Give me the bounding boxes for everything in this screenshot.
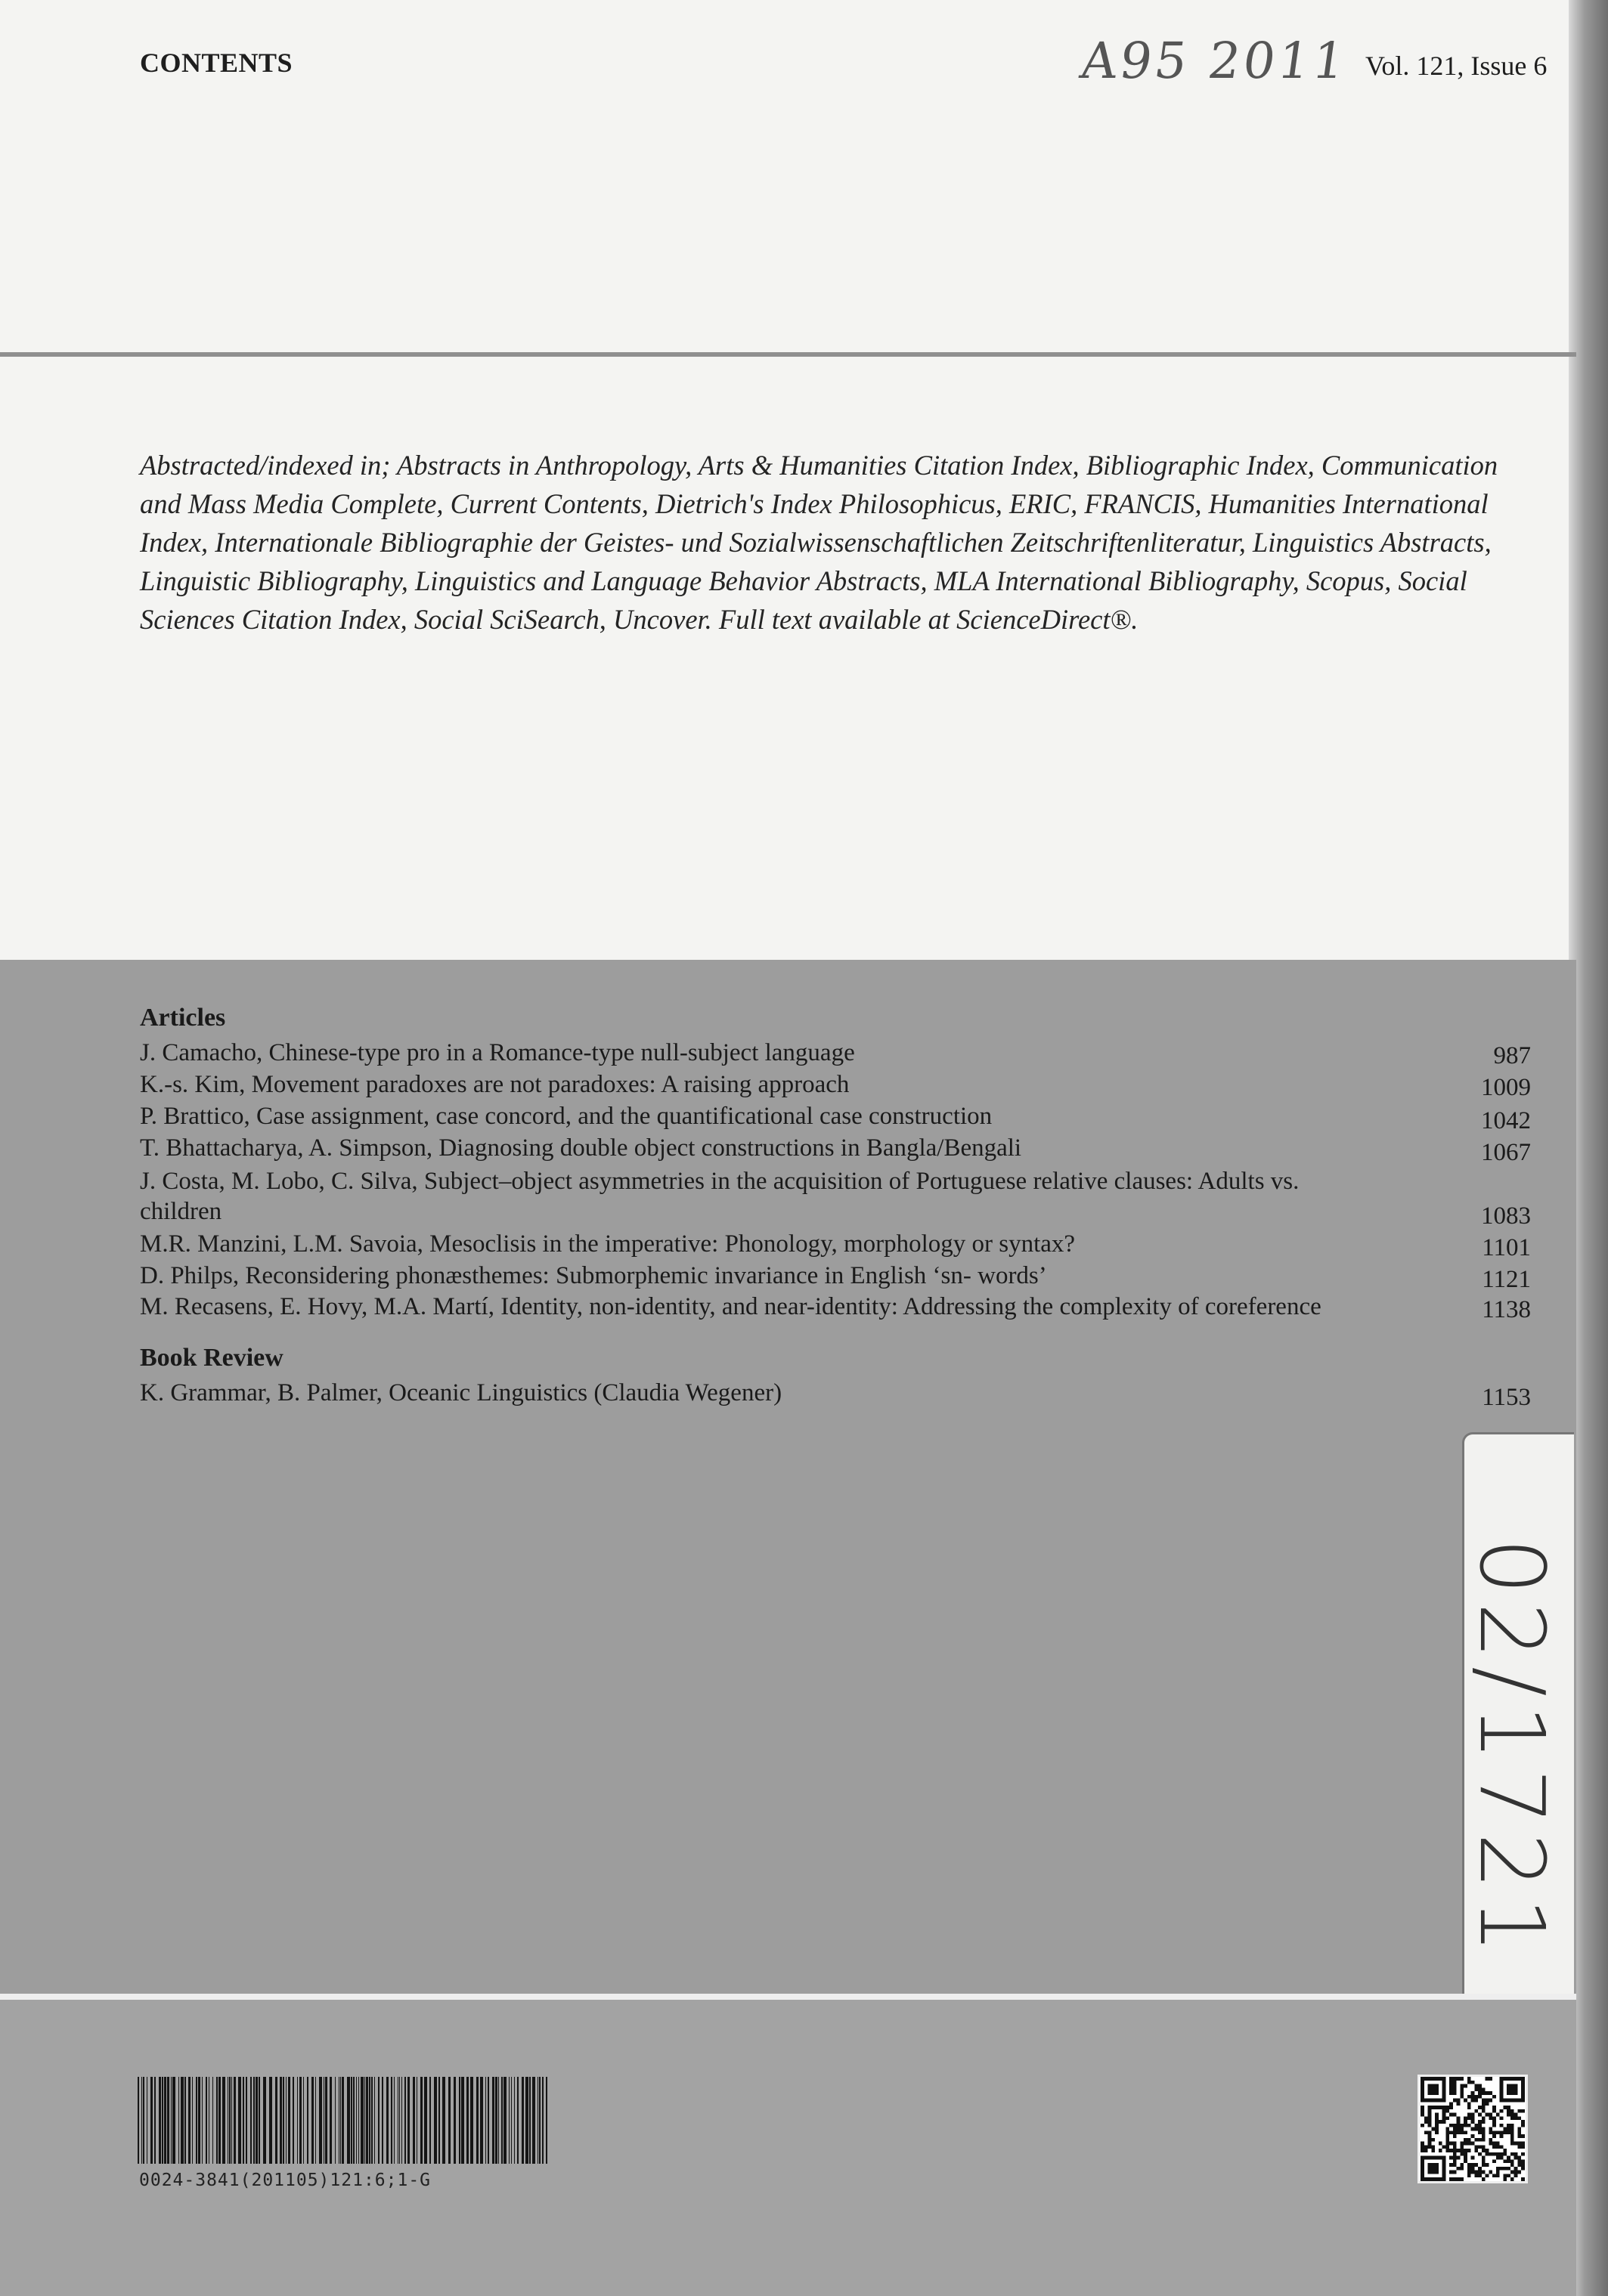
indexing-line: Index, Internationale Bibliographie der Geistes- und Sozialwissenschaftlichen Zeitschriftenliteratur, Linguistics Abstracts, bbox=[140, 527, 1492, 558]
indexing-line: Linguistic Bibliography, Linguistics and Language Behavior Abstracts, MLA International Bibliography, Scopus, Social bbox=[140, 565, 1467, 596]
book-review-heading: Book Review bbox=[140, 1344, 283, 1372]
article-title: J. Costa, M. Lobo, C. Silva, Subject–object asymmetries in the acquisition of Portuguese relative clauses: Adults vs. bbox=[140, 1168, 1300, 1195]
barcode-icon bbox=[138, 2077, 547, 2164]
article-title: M. Recasens, E. Hovy, M.A. Martí, Identity, non-identity, and near-identity: Addressing the complexity of coreference bbox=[140, 1293, 1321, 1320]
article-page: 1067 bbox=[1481, 1139, 1531, 1166]
handwritten-annotation: A95 2011 bbox=[1077, 32, 1352, 90]
library-shelfmark: 02/1721 bbox=[1460, 1537, 1564, 1962]
articles-heading: Articles bbox=[140, 1004, 226, 1032]
article-title: J. Camacho, Chinese-type pro in a Romance-type null-subject language bbox=[140, 1039, 855, 1066]
article-page: 1121 bbox=[1482, 1266, 1531, 1293]
article-page: 1083 bbox=[1481, 1202, 1531, 1230]
book-review-page: 1153 bbox=[1482, 1384, 1531, 1411]
article-title: D. Philps, Reconsidering phonæsthemes: Submorphemic invariance in English ‘sn- words’ bbox=[140, 1262, 1047, 1289]
book-review-title: K. Grammar, B. Palmer, Oceanic Linguistics (Claudia Wegener) bbox=[140, 1379, 782, 1406]
indexing-line: Sciences Citation Index, Social SciSearch, Uncover. Full text available at ScienceDirect®. bbox=[140, 604, 1139, 635]
article-title: P. Brattico, Case assignment, case concord, and the quantificational case construction bbox=[140, 1103, 993, 1130]
article-title: K.-s. Kim, Movement paradoxes are not paradoxes: A raising approach bbox=[140, 1071, 850, 1098]
article-title: T. Bhattacharya, A. Simpson, Diagnosing double object constructions in Bangla/Bengali bbox=[140, 1134, 1022, 1162]
qr-code-icon bbox=[1417, 2075, 1528, 2183]
article-page: 1138 bbox=[1482, 1296, 1531, 1323]
indexing-line: Abstracted/indexed in; Abstracts in Anthropology, Arts & Humanities Citation Index, Bibliographic Index, Communication bbox=[140, 450, 1498, 481]
article-page: 1101 bbox=[1482, 1234, 1531, 1261]
top-divider bbox=[0, 352, 1576, 357]
bottom-divider bbox=[0, 1994, 1576, 2000]
article-title: M.R. Manzini, L.M. Savoia, Mesoclisis in the imperative: Phonology, morphology or syntax? bbox=[140, 1230, 1076, 1258]
indexing-line: and Mass Media Complete, Current Contents, Dietrich's Index Philosophicus, ERIC, FRANCIS, Humanities International bbox=[140, 488, 1489, 519]
article-page: 1042 bbox=[1481, 1107, 1531, 1134]
volume-issue: Vol. 121, Issue 6 bbox=[1365, 51, 1548, 81]
article-page: 1009 bbox=[1481, 1074, 1531, 1101]
article-page: 987 bbox=[1493, 1042, 1531, 1069]
barcode-number: 0024-3841(201105)121:6;1-G bbox=[139, 2171, 432, 2190]
indexing-statement bbox=[140, 446, 1527, 639]
article-title-continued: children bbox=[140, 1198, 222, 1225]
contents-heading: CONTENTS bbox=[140, 48, 293, 78]
